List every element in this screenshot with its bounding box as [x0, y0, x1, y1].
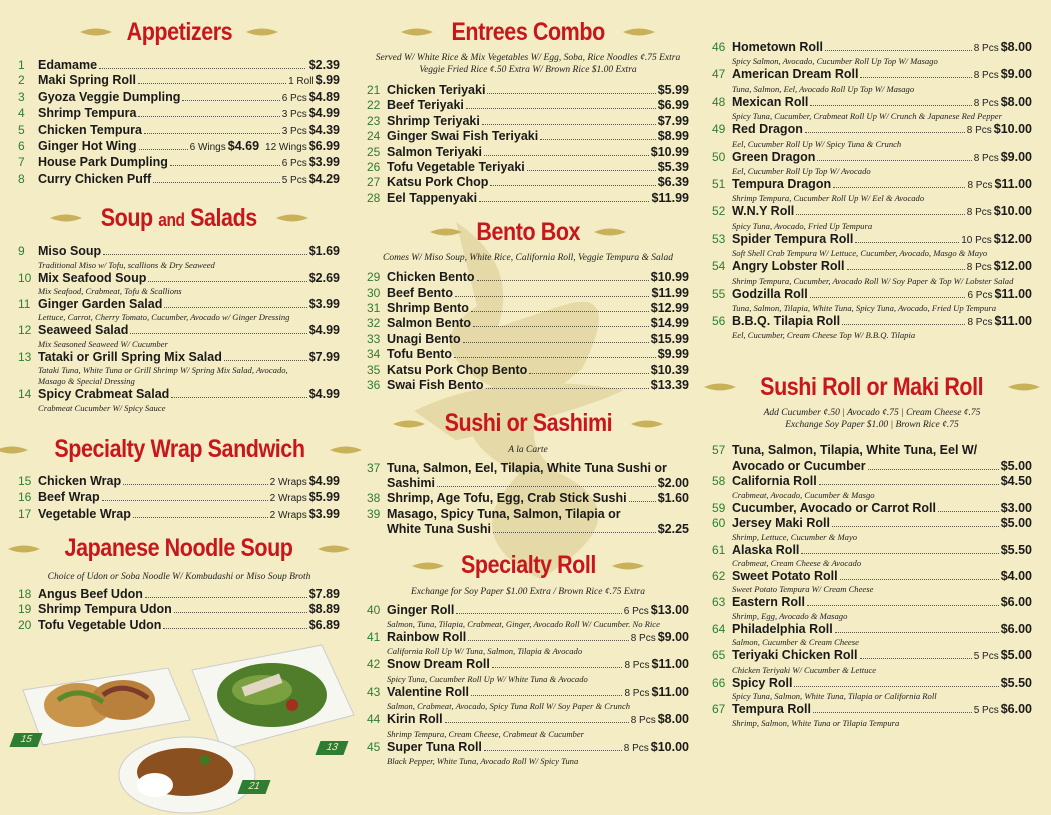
menu-item: 15 Chicken Wrap 2 Wraps $4.99 [18, 473, 340, 488]
sushi-list [367, 461, 689, 538]
menu-item: 12 Seaweed Salad $4.99 [18, 323, 340, 338]
menu-item: 41 Rainbow Roll 8 Pcs $9.00 [367, 629, 689, 644]
item-description: Eel, Cucumber Roll Up Top W/ Avocado [732, 166, 871, 177]
item-description: Mix Seasoned Seaweed W/ Cucumber [38, 338, 168, 349]
menu-item: 51 Tempura Dragon 8 Pcs $11.00 [712, 177, 1032, 192]
sushi-subtitle: A la Carte [508, 444, 548, 455]
leaf-ornament-icon [612, 559, 644, 573]
item-description: Tataki Tuna, White Tuna or Grill Shrimp W/ Spring Mix Salad, Avocado, [38, 365, 288, 376]
leaf-ornament-icon [50, 211, 82, 225]
leaf-ornament-icon [704, 380, 736, 394]
entrees-subtitle: Served W/ White Rice & Mix Vegetables W/ Egg, Soba, Rice Noodles ¢.75 Extra [375, 53, 681, 63]
menu-item: 22 Beef Teriyaki $6.99 [367, 98, 689, 113]
menu-item-cont: Avocado or Cucumber $5.00 [732, 458, 1032, 473]
item-description: Crabmeat Cucumber W/ Spicy Sauce [38, 402, 166, 413]
menu-item: 5 Chicken Tempura 3 Pcs $4.39 [18, 122, 340, 137]
menu-item: 27 Katsu Pork Chop $6.39 [367, 175, 689, 190]
item-description: Shrimp, Salmon, White Tuna or Tilapia Tempura [732, 718, 900, 729]
menu-item: 47 American Dream Roll 8 Pcs $9.00 [712, 67, 1032, 82]
menu-item: 67 Tempura Roll 5 Pcs $6.00 [712, 701, 1032, 716]
maki-subtitle: Add Cucumber ¢.50 | Avocado ¢.75 | Cream Cheese ¢.75 [763, 408, 981, 419]
soup-header [18, 198, 340, 238]
leaf-ornament-icon [1008, 380, 1040, 394]
item-description: Shrimp Tempura, Cucumber, Avocado Roll W/ Soy Paper & Top W/ Lobster Salad [732, 275, 1014, 286]
menu-item: 55 Godzilla Roll 6 Pcs $11.00 [712, 286, 1032, 301]
photo-tag: 13 [315, 741, 348, 755]
leaf-ornament-icon [330, 443, 362, 457]
bento-title: Bento Box [476, 217, 580, 246]
leaf-ornament-icon [318, 542, 350, 556]
bento-list [367, 270, 689, 393]
menu-item: 65 Teriyaki Chicken Roll 5 Pcs $5.00 [712, 648, 1032, 663]
item-description: Masago & Special Dressing [38, 376, 135, 387]
specialty-subtitle: Exchange for Soy Paper $1.00 Extra / Brown Rice ¢.75 Extra [411, 586, 645, 597]
column-right [712, 0, 1032, 729]
menu-item: 6 Ginger Hot Wing 6 Wings $4.69 12 Wings $6.99 [18, 139, 340, 154]
noodle-subtitle: Choice of Udon or Soba Noodle W/ Kombudashi or Miso Soup Broth [47, 571, 311, 582]
item-description: Salmon, Tuna, Tilapia, Crabmeat, Ginger, Avocado Roll W/ Cucumber. No Rice [387, 618, 660, 629]
specialty-list-b [712, 40, 1032, 341]
item-description: Crabmeat, Cream Cheese & Avocado [732, 557, 862, 568]
item-description: Spicy Tuna, Cucumber, Crabmeat Roll Up W/ Crunch & Japanese Red Pepper [732, 111, 1002, 122]
menu-item: 7 House Park Dumpling 6 Pcs $3.99 [18, 155, 340, 170]
menu-item: 8 Curry Chicken Puff 5 Pcs $4.29 [18, 171, 340, 186]
item-description: Spicy Tuna, Salmon, White Tuna, Tilapia or California Roll [732, 690, 937, 701]
leaf-ornament-icon [594, 225, 626, 239]
menu-item: 29 Chicken Bento $10.99 [367, 270, 689, 285]
menu-item: 44 Kirin Roll 8 Pcs $8.00 [367, 712, 689, 727]
item-description: Shrimp Tempura, Cream Cheese, Crabmeat & Cucumber [387, 728, 585, 739]
menu-item: 25 Salmon Teriyaki $10.99 [367, 144, 689, 159]
menu-item-cont: Sashimi $2.00 [387, 475, 689, 490]
leaf-ornament-icon [631, 417, 663, 431]
menu-item: 43 Valentine Roll 8 Pcs $11.00 [367, 684, 689, 699]
menu-item: 34 Tofu Bento $9.99 [367, 347, 689, 362]
menu-item: 61 Alaska Roll $5.50 [712, 542, 1032, 557]
menu-item: 18 Angus Beef Udon $7.89 [18, 586, 340, 601]
maki-header [712, 367, 1032, 407]
menu-item: 4 Shrimp Tempura 3 Pcs $4.99 [18, 106, 340, 121]
entrees-title: Entrees Combo [451, 17, 605, 46]
noodle-title: Japanese Noodle Soup [65, 534, 293, 563]
sushi-title: Sushi or Sashimi [444, 409, 612, 437]
menu-item: 45 Super Tuna Roll 8 Pcs $10.00 [367, 739, 689, 754]
menu-item: 52 W.N.Y Roll 8 Pcs $10.00 [712, 204, 1032, 219]
menu-item: 24 Ginger Swai Fish Teriyaki $8.99 [367, 129, 689, 144]
menu-item: 30 Beef Bento $11.99 [367, 285, 689, 300]
entrees-header [367, 12, 689, 52]
appetizers-header [18, 12, 340, 52]
maki-list [712, 443, 1032, 729]
item-description: Black Pepper, White Tuna, Avocado Roll W/ Spicy Tuna [387, 755, 579, 766]
menu-item: 32 Salmon Bento $14.99 [367, 316, 689, 331]
menu-item: 33 Unagi Bento $15.99 [367, 331, 689, 346]
leaf-ornament-icon [80, 25, 112, 39]
menu-item: 17 Vegetable Wrap 2 Wraps $3.99 [18, 506, 340, 521]
item-description: Soft Shell Crab Tempura W/ Lettuce, Cucumber, Avocado, Masgo & Mayo [732, 248, 988, 259]
wrap-list [18, 474, 340, 523]
menu-item: 10 Mix Seafood Soup $2.69 [18, 270, 340, 285]
leaf-ornament-icon [0, 443, 28, 457]
item-description: Shrimp, Lettuce, Cucumber & Mayo [732, 531, 858, 542]
item-description: Lettuce, Carrot, Cherry Tomato, Cucumber, Avocado w/ Ginger Dressing [38, 312, 290, 323]
specialty-header [367, 546, 689, 586]
menu-item: 14 Spicy Crabmeat Salad $4.99 [18, 387, 340, 402]
entrees-list [367, 83, 689, 206]
item-description: Traditional Miso w/ Tofu, scallions & Dry Seaweed [38, 259, 215, 270]
menu-item: 16 Beef Wrap 2 Wraps $5.99 [18, 490, 340, 505]
item-description: Spicy Tuna, Cucumber Roll Up W/ White Tuna & Avocado [387, 673, 588, 684]
noodle-header [18, 529, 340, 569]
item-description: California Roll Up W/ Tuna, Salmon, Tilapia & Avocado [387, 646, 583, 657]
leaf-ornament-icon [8, 542, 40, 556]
leaf-ornament-icon [401, 25, 433, 39]
leaf-ornament-icon [412, 559, 444, 573]
menu-item: 64 Philadelphia Roll $6.00 [712, 621, 1032, 636]
menu-item: 1 Edamame $2.39 [18, 58, 340, 72]
menu-item: 19 Shrimp Tempura Udon $8.89 [18, 602, 340, 617]
item-description: Tuna, Salmon, Eel, Avocado Roll Up Top W/ Masago [732, 83, 915, 94]
menu-item: 54 Angry Lobster Roll 8 Pcs $12.00 [712, 259, 1032, 274]
menu-item: 13 Tataki or Grill Spring Mix Salad $7.99 [18, 349, 340, 364]
menu-item: 62 Sweet Potato Roll $4.00 [712, 568, 1032, 583]
leaf-ornament-icon [246, 25, 278, 39]
photo-tag: 21 [237, 780, 270, 794]
wrap-title: Specialty Wrap Sandwich [53, 435, 305, 464]
appetizers-title: Appetizers [126, 17, 232, 46]
leaf-ornament-icon [276, 211, 308, 225]
menu-item: 9 Miso Soup $1.69 [18, 244, 340, 259]
item-description: Crabmeat, Avocado, Cucumber & Masgo [732, 489, 875, 500]
menu-item: 35 Katsu Pork Chop Bento $10.39 [367, 362, 689, 377]
item-description: Mix Seafood, Crabmeat, Tofu & Scallions [38, 286, 182, 297]
teriyaki-photo [115, 730, 260, 815]
menu-item: 11 Ginger Garden Salad $3.99 [18, 297, 340, 312]
maki-title: Sushi Roll or Maki Roll [760, 372, 984, 401]
item-description: Spicy Tuna, Avocado, Fried Up Tempura [732, 220, 873, 231]
menu-item: 2 Maki Spring Roll 1 Roll $.99 [18, 73, 340, 88]
menu-item: 31 Shrimp Bento $12.99 [367, 301, 689, 316]
soup-list [18, 244, 340, 413]
item-description: Eel, Cucumber Roll Up W/ Spicy Tuna & Crunch [732, 138, 902, 149]
bento-header [367, 212, 689, 252]
wrap-header [18, 430, 340, 470]
specialty-title: Specialty Roll [460, 551, 596, 580]
menu-item: 53 Spider Tempura Roll 10 Pcs $12.00 [712, 231, 1032, 246]
photo-tag: 15 [9, 733, 42, 747]
entrees-subtitle: Veggie Fried Rice ¢.50 Extra W/ Brown Rice $1.00 Extra [419, 65, 637, 75]
soup-title: Soup and Salads [100, 203, 258, 232]
menu-item: 59 Cucumber, Avocado or Carrot Roll $3.00 [712, 500, 1032, 515]
column-left [18, 0, 340, 633]
sushi-header [367, 404, 689, 444]
menu-item: 46 Hometown Roll 8 Pcs $8.00 [712, 40, 1032, 54]
menu-item: 21 Chicken Teriyaki $5.99 [367, 83, 689, 97]
menu-item: 37 Tuna, Salmon, Eel, Tilapia, White Tuna Sushi or [367, 460, 667, 475]
item-description: Shrimp, Egg, Avocado & Masago [732, 610, 848, 621]
menu-item: 49 Red Dragon 8 Pcs $10.00 [712, 122, 1032, 137]
menu-item: 58 California Roll $4.50 [712, 474, 1032, 489]
item-description: Eel, Cucumber, Cream Cheese Top W/ B.B.Q. Tilapia [732, 330, 916, 341]
menu-item: 42 Snow Dream Roll 8 Pcs $11.00 [367, 657, 689, 672]
maki-subtitle: Exchange Soy Paper $1.00 | Brown Rice ¢.75 [785, 420, 959, 431]
item-description: Salmon, Cucumber & Cream Cheese [732, 637, 859, 648]
menu-item: 40 Ginger Roll 6 Pcs $13.00 [367, 602, 689, 617]
column-middle [367, 0, 689, 767]
menu-item: 60 Jersey Maki Roll $5.00 [712, 516, 1032, 531]
noodle-list [18, 587, 340, 633]
menu-item: 38 Shrimp, Age Tofu, Egg, Crab Stick Sushi $1.60 [367, 491, 689, 506]
specialty-list-a [367, 603, 689, 767]
item-description: Spicy Salmon, Avocado, Cucumber Roll Up Top W/ Masago [732, 56, 938, 67]
item-description: Tuna, Salmon, Tilapia, White Tuna, Spicy Tuna, Avocado, Fried Up Tempura [732, 303, 997, 314]
leaf-ornament-icon [393, 417, 425, 431]
menu-item: 56 B.B.Q. Tilapia Roll 8 Pcs $11.00 [712, 314, 1032, 329]
menu-item: 23 Shrimp Teriyaki $7.99 [367, 113, 689, 128]
leaf-ornament-icon [623, 25, 655, 39]
menu-item: 50 Green Dragon 8 Pcs $9.00 [712, 149, 1032, 164]
menu-item: 28 Eel Tappenyaki $11.99 [367, 190, 689, 205]
menu-item: 26 Tofu Vegetable Teriyaki $5.39 [367, 160, 689, 175]
menu-item-cont: White Tuna Sushi $2.25 [387, 522, 689, 537]
item-description: Chicken Teriyaki W/ Cucumber & Lettuce [732, 664, 877, 675]
item-description: Salmon, Crabmeat, Avocado, Spicy Tuna Roll W/ Soy Paper & Crunch [387, 701, 631, 712]
menu-item: 63 Eastern Roll $6.00 [712, 595, 1032, 610]
menu-item: 66 Spicy Roll $5.50 [712, 675, 1032, 690]
bento-subtitle: Comes W/ Miso Soup, White Rice, California Roll, Veggie Tempura & Salad [383, 253, 673, 264]
appetizers-list [18, 58, 340, 188]
item-description: Sweet Potato Tempura W/ Cream Cheese [732, 584, 874, 595]
menu-item: 36 Swai Fish Bento $13.39 [367, 378, 689, 393]
menu-item: 39 Masago, Spicy Tuna, Salmon, Tilapia or [367, 506, 621, 521]
leaf-ornament-icon [430, 225, 462, 239]
menu-item: 57 Tuna, Salmon, Tilapia, White Tuna, Eel W/ [712, 443, 978, 458]
menu-item: 48 Mexican Roll 8 Pcs $8.00 [712, 94, 1032, 109]
item-description: Shrimp Tempura, Cucumber Roll Up W/ Eel & Avocado [732, 193, 925, 204]
menu-item: 20 Tofu Vegetable Udon $6.89 [18, 617, 340, 632]
menu-item: 3 Gyoza Veggie Dumpling 6 Pcs $4.89 [18, 89, 340, 104]
